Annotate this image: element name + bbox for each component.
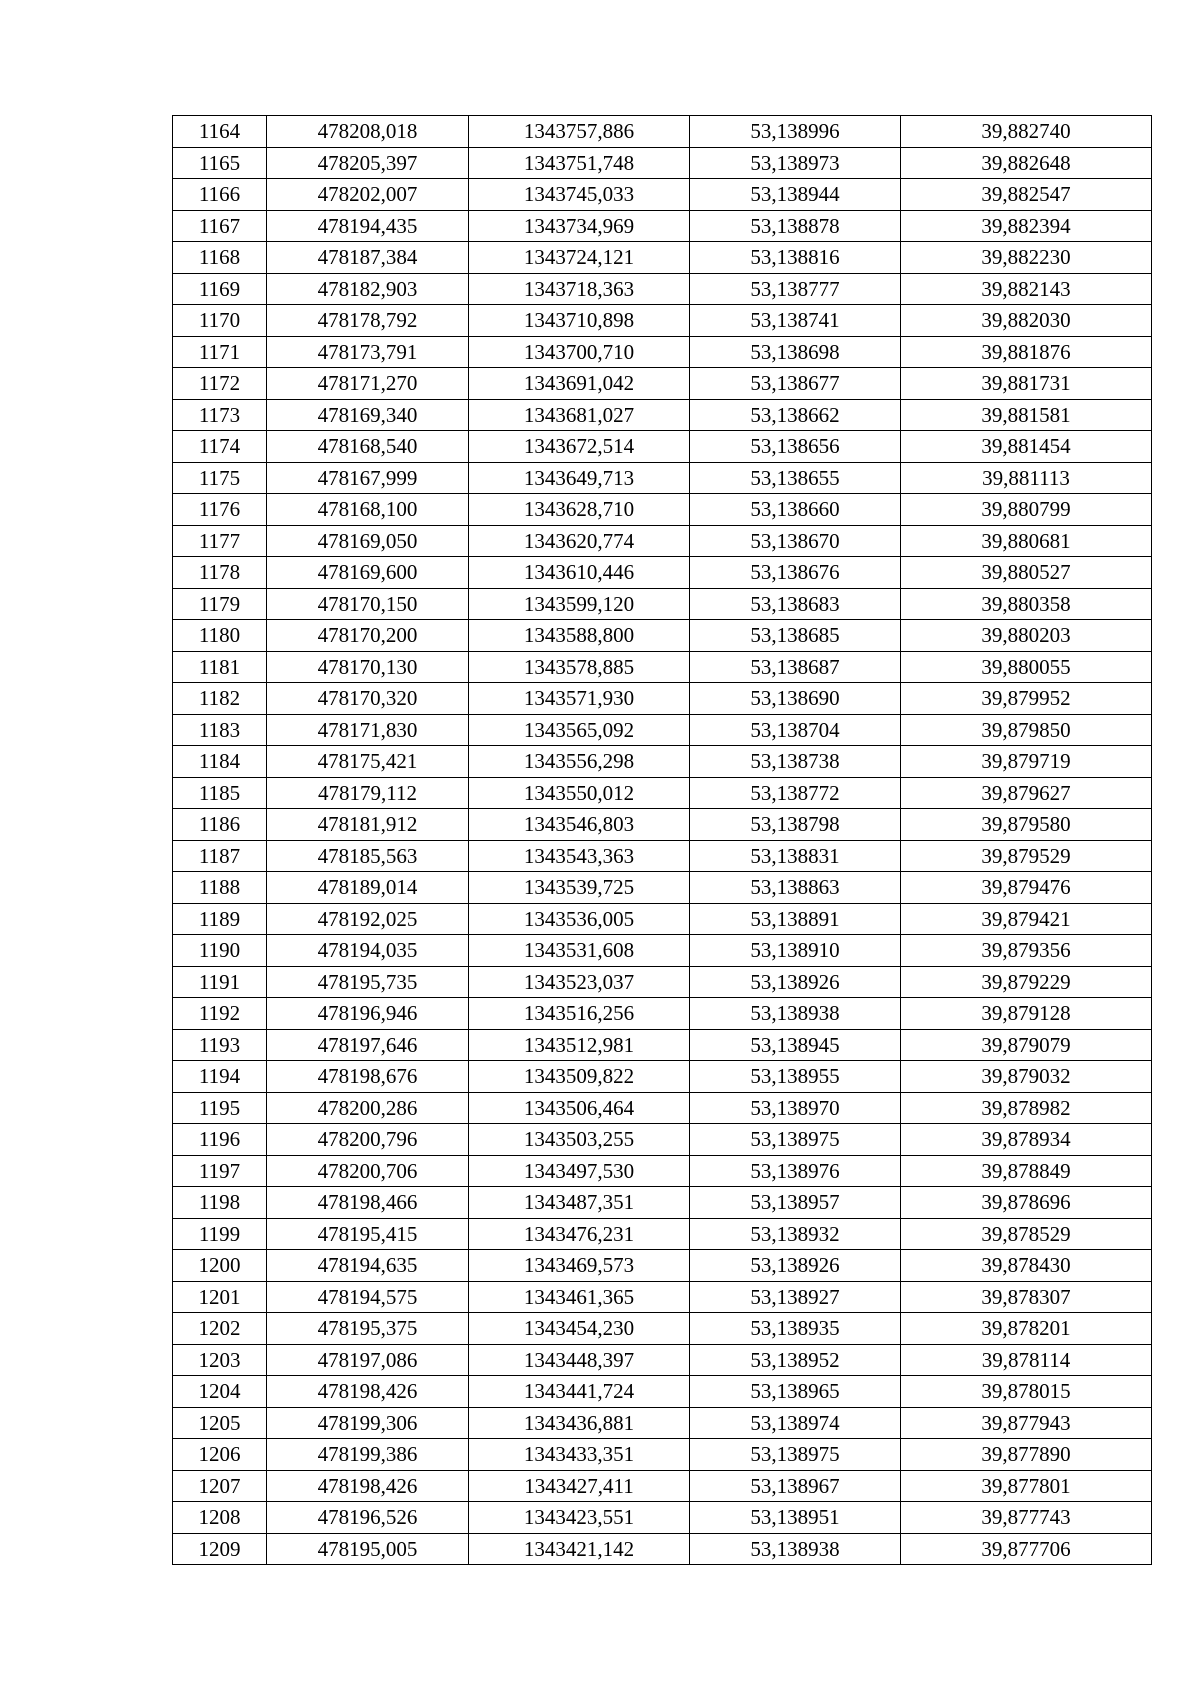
table-row: [173, 1502, 1152, 1534]
table-row: [173, 714, 1152, 746]
longitude-cell: 39,879356: [901, 935, 1152, 967]
latitude-cell: 53,138831: [690, 840, 901, 872]
point-number-cell: 1182: [173, 683, 267, 715]
latitude-cell: 53,138816: [690, 242, 901, 274]
y-coordinate-cell: 1343497,530: [469, 1155, 690, 1187]
latitude-cell: 53,138967: [690, 1470, 901, 1502]
table-row: [173, 147, 1152, 179]
longitude-cell: 39,879128: [901, 998, 1152, 1030]
x-coordinate-cell: 478194,575: [267, 1281, 469, 1313]
point-number-cell: 1197: [173, 1155, 267, 1187]
point-number-cell: 1202: [173, 1313, 267, 1345]
x-coordinate-cell: 478200,796: [267, 1124, 469, 1156]
table-row: [173, 588, 1152, 620]
point-number-cell: 1205: [173, 1407, 267, 1439]
table-row: [173, 777, 1152, 809]
longitude-cell: 39,881581: [901, 399, 1152, 431]
longitude-cell: 39,879476: [901, 872, 1152, 904]
table-row: [173, 1124, 1152, 1156]
table-row: [173, 336, 1152, 368]
x-coordinate-cell: 478197,646: [267, 1029, 469, 1061]
latitude-cell: 53,138974: [690, 1407, 901, 1439]
point-number-cell: 1165: [173, 147, 267, 179]
latitude-cell: 53,138927: [690, 1281, 901, 1313]
x-coordinate-cell: 478202,007: [267, 179, 469, 211]
table-row: [173, 1281, 1152, 1313]
point-number-cell: 1175: [173, 462, 267, 494]
table-row: [173, 935, 1152, 967]
longitude-cell: 39,878430: [901, 1250, 1152, 1282]
longitude-cell: 39,879850: [901, 714, 1152, 746]
table-row: [173, 525, 1152, 557]
y-coordinate-cell: 1343546,803: [469, 809, 690, 841]
table-row: [173, 809, 1152, 841]
latitude-cell: 53,138698: [690, 336, 901, 368]
point-number-cell: 1173: [173, 399, 267, 431]
x-coordinate-cell: 478199,306: [267, 1407, 469, 1439]
point-number-cell: 1172: [173, 368, 267, 400]
y-coordinate-cell: 1343441,724: [469, 1376, 690, 1408]
table-row: [173, 399, 1152, 431]
latitude-cell: 53,138656: [690, 431, 901, 463]
x-coordinate-cell: 478194,435: [267, 210, 469, 242]
latitude-cell: 53,138996: [690, 116, 901, 148]
longitude-cell: 39,880799: [901, 494, 1152, 526]
x-coordinate-cell: 478169,050: [267, 525, 469, 557]
y-coordinate-cell: 1343649,713: [469, 462, 690, 494]
point-number-cell: 1198: [173, 1187, 267, 1219]
y-coordinate-cell: 1343469,573: [469, 1250, 690, 1282]
x-coordinate-cell: 478195,735: [267, 966, 469, 998]
x-coordinate-cell: 478196,526: [267, 1502, 469, 1534]
x-coordinate-cell: 478171,830: [267, 714, 469, 746]
latitude-cell: 53,138704: [690, 714, 901, 746]
longitude-cell: 39,881731: [901, 368, 1152, 400]
x-coordinate-cell: 478170,200: [267, 620, 469, 652]
x-coordinate-cell: 478168,540: [267, 431, 469, 463]
y-coordinate-cell: 1343454,230: [469, 1313, 690, 1345]
y-coordinate-cell: 1343700,710: [469, 336, 690, 368]
longitude-cell: 39,878114: [901, 1344, 1152, 1376]
latitude-cell: 53,138938: [690, 1533, 901, 1565]
longitude-cell: 39,879229: [901, 966, 1152, 998]
y-coordinate-cell: 1343745,033: [469, 179, 690, 211]
x-coordinate-cell: 478198,466: [267, 1187, 469, 1219]
point-number-cell: 1194: [173, 1061, 267, 1093]
y-coordinate-cell: 1343461,365: [469, 1281, 690, 1313]
point-number-cell: 1180: [173, 620, 267, 652]
table-row: [173, 305, 1152, 337]
longitude-cell: 39,877801: [901, 1470, 1152, 1502]
latitude-cell: 53,138938: [690, 998, 901, 1030]
y-coordinate-cell: 1343672,514: [469, 431, 690, 463]
y-coordinate-cell: 1343571,930: [469, 683, 690, 715]
x-coordinate-cell: 478169,600: [267, 557, 469, 589]
table-row: [173, 1439, 1152, 1471]
y-coordinate-cell: 1343556,298: [469, 746, 690, 778]
y-coordinate-cell: 1343718,363: [469, 273, 690, 305]
point-number-cell: 1169: [173, 273, 267, 305]
x-coordinate-cell: 478196,946: [267, 998, 469, 1030]
y-coordinate-cell: 1343691,042: [469, 368, 690, 400]
y-coordinate-cell: 1343433,351: [469, 1439, 690, 1471]
point-number-cell: 1187: [173, 840, 267, 872]
x-coordinate-cell: 478169,340: [267, 399, 469, 431]
latitude-cell: 53,138772: [690, 777, 901, 809]
longitude-cell: 39,879529: [901, 840, 1152, 872]
x-coordinate-cell: 478208,018: [267, 116, 469, 148]
point-number-cell: 1207: [173, 1470, 267, 1502]
point-number-cell: 1201: [173, 1281, 267, 1313]
point-number-cell: 1167: [173, 210, 267, 242]
table-row: [173, 1029, 1152, 1061]
table-row: [173, 210, 1152, 242]
latitude-cell: 53,138957: [690, 1187, 901, 1219]
longitude-cell: 39,881876: [901, 336, 1152, 368]
latitude-cell: 53,138878: [690, 210, 901, 242]
point-number-cell: 1174: [173, 431, 267, 463]
y-coordinate-cell: 1343620,774: [469, 525, 690, 557]
x-coordinate-cell: 478181,912: [267, 809, 469, 841]
point-number-cell: 1193: [173, 1029, 267, 1061]
table-row: [173, 746, 1152, 778]
latitude-cell: 53,138685: [690, 620, 901, 652]
longitude-cell: 39,877890: [901, 1439, 1152, 1471]
table-row: [173, 840, 1152, 872]
y-coordinate-cell: 1343610,446: [469, 557, 690, 589]
table-row: [173, 1533, 1152, 1565]
table-row: [173, 494, 1152, 526]
latitude-cell: 53,138945: [690, 1029, 901, 1061]
x-coordinate-cell: 478198,426: [267, 1376, 469, 1408]
x-coordinate-cell: 478199,386: [267, 1439, 469, 1471]
y-coordinate-cell: 1343506,464: [469, 1092, 690, 1124]
point-number-cell: 1206: [173, 1439, 267, 1471]
table-row: [173, 1155, 1152, 1187]
y-coordinate-cell: 1343588,800: [469, 620, 690, 652]
longitude-cell: 39,882030: [901, 305, 1152, 337]
table-row: [173, 179, 1152, 211]
table-row: [173, 1187, 1152, 1219]
table-row: [173, 1313, 1152, 1345]
x-coordinate-cell: 478171,270: [267, 368, 469, 400]
longitude-cell: 39,878201: [901, 1313, 1152, 1345]
longitude-cell: 39,879719: [901, 746, 1152, 778]
point-number-cell: 1183: [173, 714, 267, 746]
latitude-cell: 53,138965: [690, 1376, 901, 1408]
latitude-cell: 53,138687: [690, 651, 901, 683]
y-coordinate-cell: 1343476,231: [469, 1218, 690, 1250]
y-coordinate-cell: 1343543,363: [469, 840, 690, 872]
latitude-cell: 53,138676: [690, 557, 901, 589]
point-number-cell: 1195: [173, 1092, 267, 1124]
latitude-cell: 53,138955: [690, 1061, 901, 1093]
x-coordinate-cell: 478175,421: [267, 746, 469, 778]
point-number-cell: 1168: [173, 242, 267, 274]
longitude-cell: 39,878529: [901, 1218, 1152, 1250]
latitude-cell: 53,138935: [690, 1313, 901, 1345]
longitude-cell: 39,879952: [901, 683, 1152, 715]
point-number-cell: 1200: [173, 1250, 267, 1282]
y-coordinate-cell: 1343599,120: [469, 588, 690, 620]
y-coordinate-cell: 1343503,255: [469, 1124, 690, 1156]
y-coordinate-cell: 1343628,710: [469, 494, 690, 526]
y-coordinate-cell: 1343509,822: [469, 1061, 690, 1093]
latitude-cell: 53,138975: [690, 1124, 901, 1156]
y-coordinate-cell: 1343523,037: [469, 966, 690, 998]
table-row: [173, 683, 1152, 715]
latitude-cell: 53,138660: [690, 494, 901, 526]
point-number-cell: 1179: [173, 588, 267, 620]
longitude-cell: 39,877943: [901, 1407, 1152, 1439]
y-coordinate-cell: 1343757,886: [469, 116, 690, 148]
table-row: [173, 1470, 1152, 1502]
y-coordinate-cell: 1343681,027: [469, 399, 690, 431]
table-row: [173, 431, 1152, 463]
latitude-cell: 53,138683: [690, 588, 901, 620]
longitude-cell: 39,882547: [901, 179, 1152, 211]
x-coordinate-cell: 478170,150: [267, 588, 469, 620]
point-number-cell: 1209: [173, 1533, 267, 1565]
x-coordinate-cell: 478167,999: [267, 462, 469, 494]
y-coordinate-cell: 1343487,351: [469, 1187, 690, 1219]
table-row: [173, 1344, 1152, 1376]
x-coordinate-cell: 478200,706: [267, 1155, 469, 1187]
longitude-cell: 39,880681: [901, 525, 1152, 557]
table-row: [173, 368, 1152, 400]
longitude-cell: 39,880055: [901, 651, 1152, 683]
table-row: [173, 242, 1152, 274]
x-coordinate-cell: 478200,286: [267, 1092, 469, 1124]
latitude-cell: 53,138975: [690, 1439, 901, 1471]
x-coordinate-cell: 478179,112: [267, 777, 469, 809]
point-number-cell: 1190: [173, 935, 267, 967]
y-coordinate-cell: 1343512,981: [469, 1029, 690, 1061]
y-coordinate-cell: 1343536,005: [469, 903, 690, 935]
latitude-cell: 53,138655: [690, 462, 901, 494]
latitude-cell: 53,138777: [690, 273, 901, 305]
longitude-cell: 39,882230: [901, 242, 1152, 274]
y-coordinate-cell: 1343531,608: [469, 935, 690, 967]
latitude-cell: 53,138970: [690, 1092, 901, 1124]
table-row: [173, 1376, 1152, 1408]
x-coordinate-cell: 478195,415: [267, 1218, 469, 1250]
longitude-cell: 39,882143: [901, 273, 1152, 305]
point-number-cell: 1176: [173, 494, 267, 526]
latitude-cell: 53,138738: [690, 746, 901, 778]
table-row: [173, 903, 1152, 935]
longitude-cell: 39,879079: [901, 1029, 1152, 1061]
point-number-cell: 1188: [173, 872, 267, 904]
latitude-cell: 53,138662: [690, 399, 901, 431]
point-number-cell: 1177: [173, 525, 267, 557]
longitude-cell: 39,882394: [901, 210, 1152, 242]
latitude-cell: 53,138677: [690, 368, 901, 400]
point-number-cell: 1196: [173, 1124, 267, 1156]
longitude-cell: 39,877706: [901, 1533, 1152, 1565]
y-coordinate-cell: 1343516,256: [469, 998, 690, 1030]
x-coordinate-cell: 478182,903: [267, 273, 469, 305]
longitude-cell: 39,878934: [901, 1124, 1152, 1156]
x-coordinate-cell: 478185,563: [267, 840, 469, 872]
table-row: [173, 1092, 1152, 1124]
table-row: [173, 462, 1152, 494]
point-number-cell: 1181: [173, 651, 267, 683]
latitude-cell: 53,138952: [690, 1344, 901, 1376]
point-number-cell: 1170: [173, 305, 267, 337]
latitude-cell: 53,138863: [690, 872, 901, 904]
latitude-cell: 53,138670: [690, 525, 901, 557]
latitude-cell: 53,138944: [690, 179, 901, 211]
table-row: [173, 273, 1152, 305]
longitude-cell: 39,880203: [901, 620, 1152, 652]
y-coordinate-cell: 1343448,397: [469, 1344, 690, 1376]
x-coordinate-cell: 478198,676: [267, 1061, 469, 1093]
latitude-cell: 53,138798: [690, 809, 901, 841]
point-number-cell: 1166: [173, 179, 267, 211]
point-number-cell: 1203: [173, 1344, 267, 1376]
point-number-cell: 1184: [173, 746, 267, 778]
table-row: [173, 116, 1152, 148]
y-coordinate-cell: 1343539,725: [469, 872, 690, 904]
longitude-cell: 39,881113: [901, 462, 1152, 494]
latitude-cell: 53,138690: [690, 683, 901, 715]
point-number-cell: 1171: [173, 336, 267, 368]
point-number-cell: 1208: [173, 1502, 267, 1534]
coordinates-table-body: [173, 116, 1152, 1565]
y-coordinate-cell: 1343710,898: [469, 305, 690, 337]
point-number-cell: 1185: [173, 777, 267, 809]
y-coordinate-cell: 1343421,142: [469, 1533, 690, 1565]
y-coordinate-cell: 1343578,885: [469, 651, 690, 683]
point-number-cell: 1186: [173, 809, 267, 841]
latitude-cell: 53,138891: [690, 903, 901, 935]
longitude-cell: 39,878982: [901, 1092, 1152, 1124]
longitude-cell: 39,880358: [901, 588, 1152, 620]
x-coordinate-cell: 478187,384: [267, 242, 469, 274]
x-coordinate-cell: 478194,035: [267, 935, 469, 967]
longitude-cell: 39,878015: [901, 1376, 1152, 1408]
x-coordinate-cell: 478205,397: [267, 147, 469, 179]
table-row: [173, 1250, 1152, 1282]
longitude-cell: 39,882648: [901, 147, 1152, 179]
point-number-cell: 1191: [173, 966, 267, 998]
x-coordinate-cell: 478178,792: [267, 305, 469, 337]
y-coordinate-cell: 1343436,881: [469, 1407, 690, 1439]
y-coordinate-cell: 1343734,969: [469, 210, 690, 242]
y-coordinate-cell: 1343423,551: [469, 1502, 690, 1534]
x-coordinate-cell: 478194,635: [267, 1250, 469, 1282]
x-coordinate-cell: 478198,426: [267, 1470, 469, 1502]
longitude-cell: 39,880527: [901, 557, 1152, 589]
longitude-cell: 39,879421: [901, 903, 1152, 935]
longitude-cell: 39,879032: [901, 1061, 1152, 1093]
longitude-cell: 39,879627: [901, 777, 1152, 809]
y-coordinate-cell: 1343751,748: [469, 147, 690, 179]
table-row: [173, 1218, 1152, 1250]
latitude-cell: 53,138910: [690, 935, 901, 967]
x-coordinate-cell: 478195,375: [267, 1313, 469, 1345]
longitude-cell: 39,878307: [901, 1281, 1152, 1313]
longitude-cell: 39,878849: [901, 1155, 1152, 1187]
table-row: [173, 557, 1152, 589]
longitude-cell: 39,881454: [901, 431, 1152, 463]
x-coordinate-cell: 478195,005: [267, 1533, 469, 1565]
longitude-cell: 39,879580: [901, 809, 1152, 841]
x-coordinate-cell: 478189,014: [267, 872, 469, 904]
table-row: [173, 1061, 1152, 1093]
coordinates-table: [172, 115, 1152, 1565]
table-row: [173, 651, 1152, 683]
latitude-cell: 53,138741: [690, 305, 901, 337]
point-number-cell: 1164: [173, 116, 267, 148]
table-row: [173, 872, 1152, 904]
longitude-cell: 39,878696: [901, 1187, 1152, 1219]
y-coordinate-cell: 1343565,092: [469, 714, 690, 746]
latitude-cell: 53,138932: [690, 1218, 901, 1250]
x-coordinate-cell: 478168,100: [267, 494, 469, 526]
y-coordinate-cell: 1343427,411: [469, 1470, 690, 1502]
latitude-cell: 53,138951: [690, 1502, 901, 1534]
x-coordinate-cell: 478173,791: [267, 336, 469, 368]
x-coordinate-cell: 478192,025: [267, 903, 469, 935]
point-number-cell: 1178: [173, 557, 267, 589]
point-number-cell: 1199: [173, 1218, 267, 1250]
latitude-cell: 53,138976: [690, 1155, 901, 1187]
longitude-cell: 39,882740: [901, 116, 1152, 148]
latitude-cell: 53,138926: [690, 1250, 901, 1282]
table-row: [173, 998, 1152, 1030]
x-coordinate-cell: 478170,130: [267, 651, 469, 683]
table-row: [173, 1407, 1152, 1439]
x-coordinate-cell: 478197,086: [267, 1344, 469, 1376]
y-coordinate-cell: 1343724,121: [469, 242, 690, 274]
table-row: [173, 620, 1152, 652]
table-row: [173, 966, 1152, 998]
x-coordinate-cell: 478170,320: [267, 683, 469, 715]
latitude-cell: 53,138926: [690, 966, 901, 998]
point-number-cell: 1192: [173, 998, 267, 1030]
y-coordinate-cell: 1343550,012: [469, 777, 690, 809]
point-number-cell: 1189: [173, 903, 267, 935]
longitude-cell: 39,877743: [901, 1502, 1152, 1534]
point-number-cell: 1204: [173, 1376, 267, 1408]
latitude-cell: 53,138973: [690, 147, 901, 179]
